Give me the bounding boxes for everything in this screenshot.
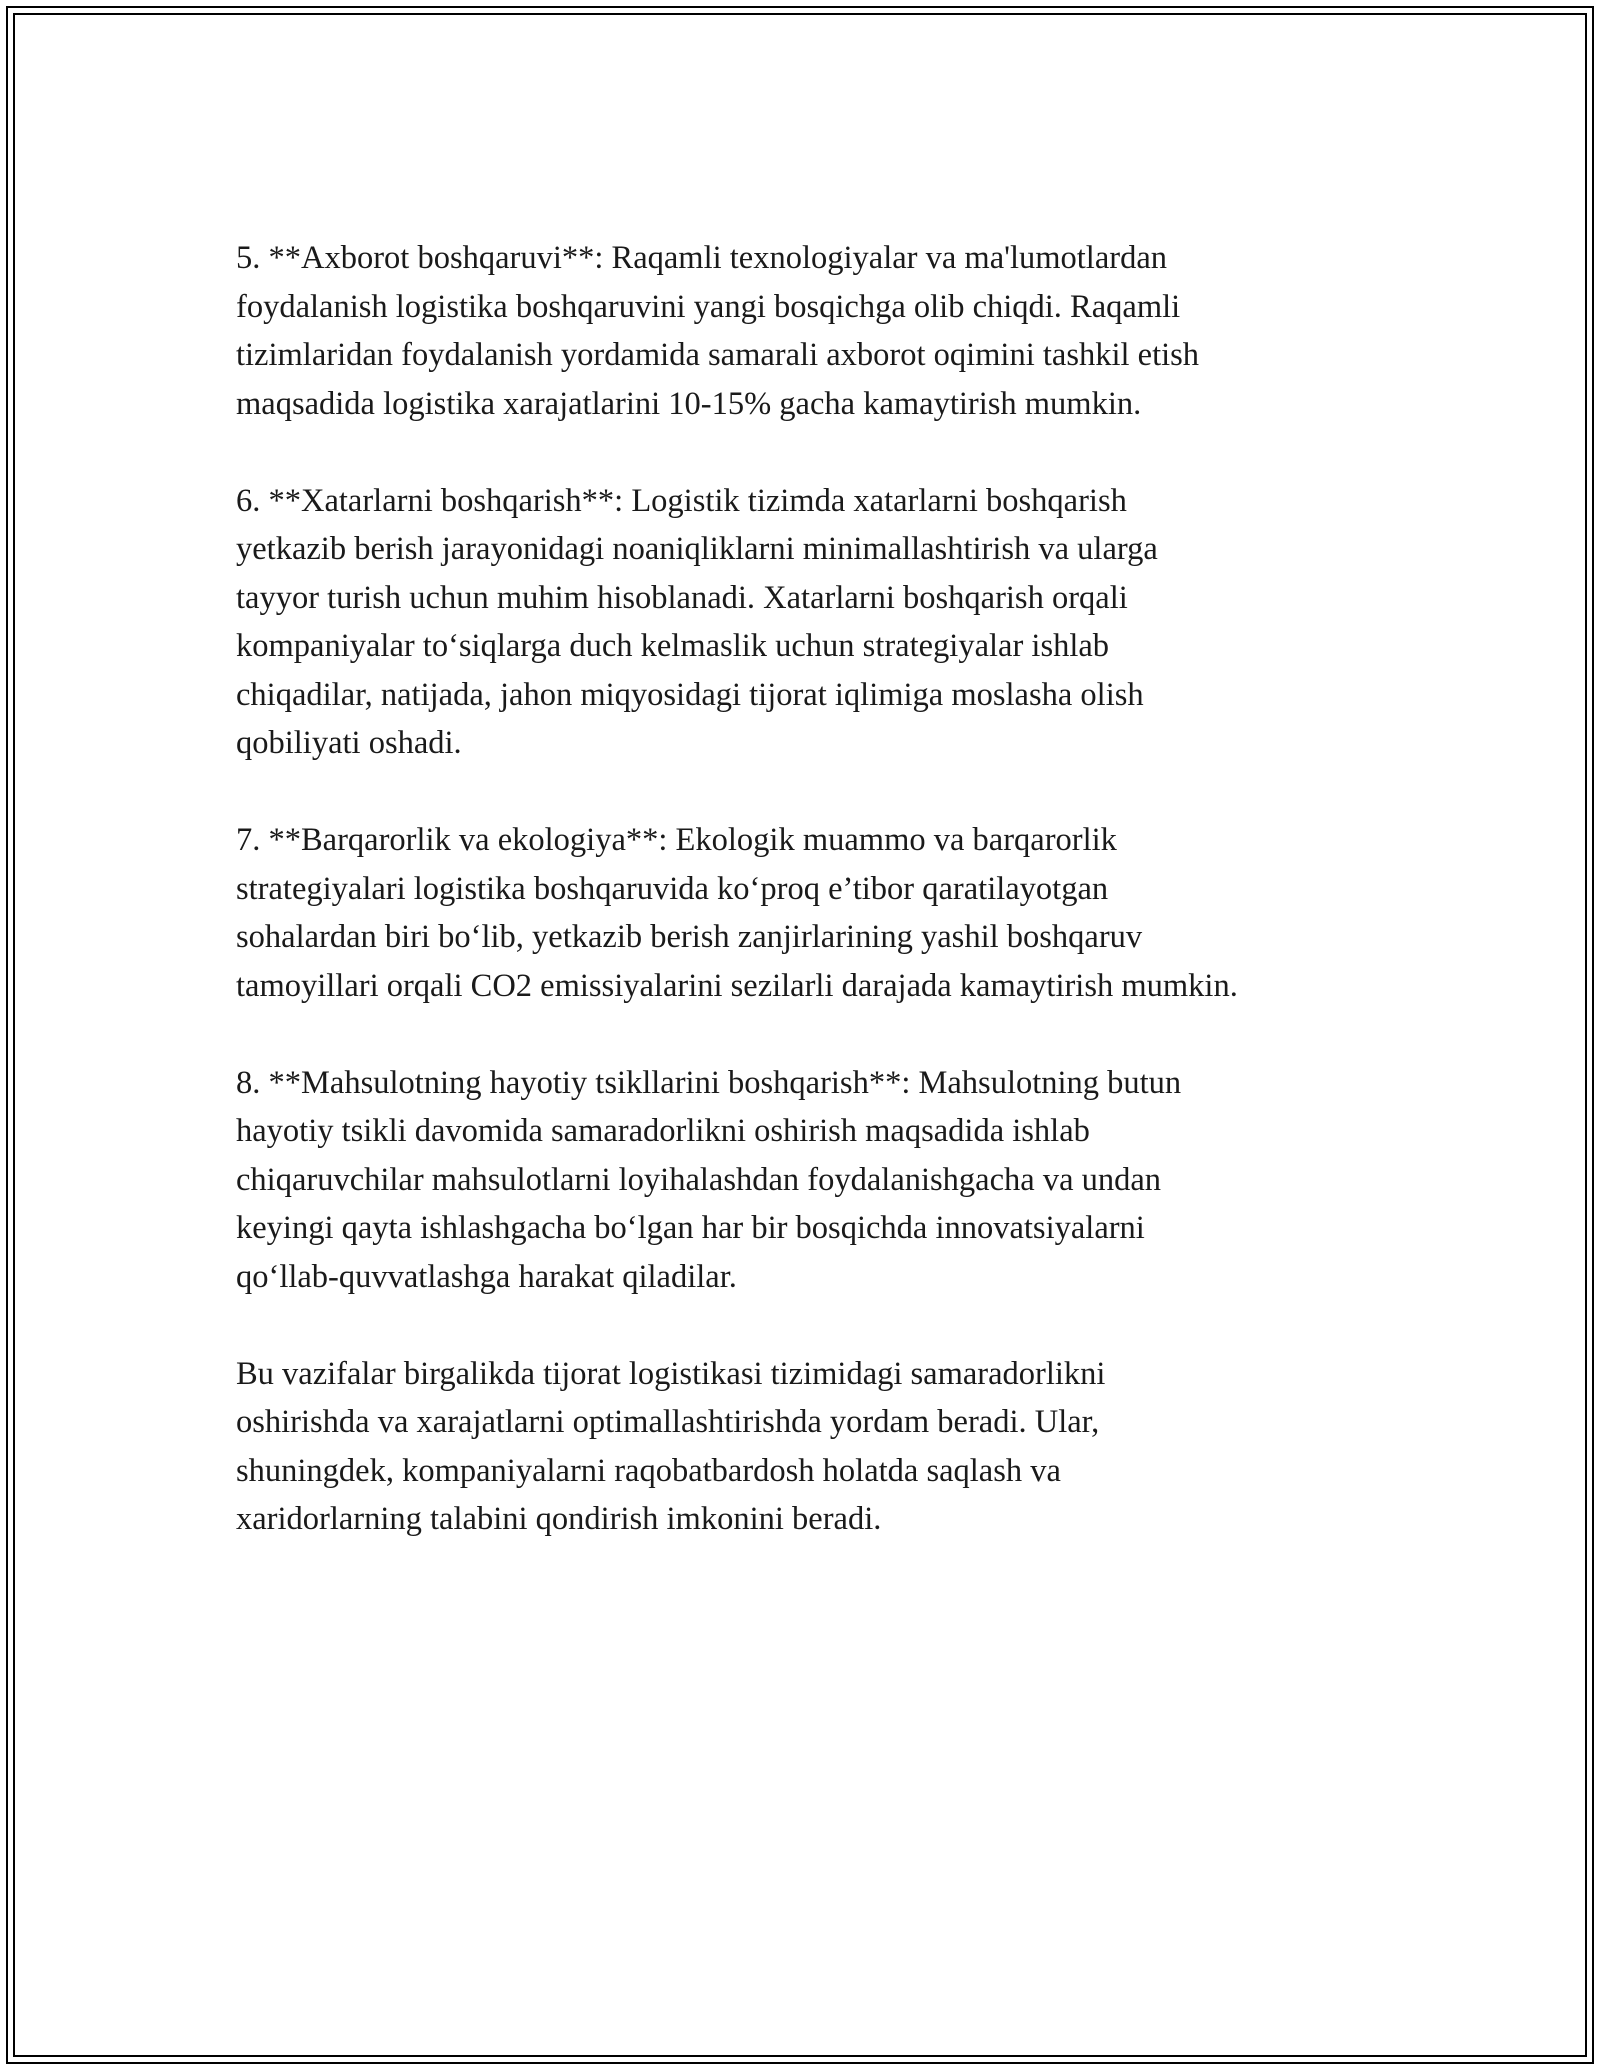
text-line: strategiyalari logistika boshqaruvida ko‘proq e’tibor qaratilayotgan: [236, 870, 1109, 907]
paragraph-axborot-boshqaruvi: [236, 234, 1416, 428]
paragraph-mahsulot-hayotiy-tsikli: [236, 1059, 1416, 1302]
text-line: keyingi qayta ishlashgacha bo‘lgan har bir bosqichda innovatsiyalarni: [236, 1210, 1145, 1246]
text-line: sohalardan biri bo‘lib, yetkazib berish zanjirlarining yashil boshqaruv: [236, 919, 1143, 955]
text-line: maqsadida logistika xarajatlarini 10-15% gacha kamaytirish mumkin.: [236, 385, 1142, 422]
text-line: tizimlaridan foydalanish yordamida samarali axborot oqimini tashkil etish: [236, 337, 1200, 373]
text-line: kompaniyalar to‘siqlarga duch kelmaslik uchun strategiyalar ishlab: [236, 628, 1110, 664]
text-line: 7. **Barqarorlik va ekologiya**: Ekologik muammo va barqarorlik: [236, 822, 1117, 858]
text-line: oshirishda va xarajatlarni optimallashtirishda yordam beradi. Ular,: [236, 1404, 1100, 1440]
text-line: tamoyillari orqali CO2 emissiyalarini sezilarli darajada kamaytirish mumkin.: [236, 967, 1238, 1004]
text-line: Bu vazifalar birgalikda tijorat logistikasi tizimidagi samaradorlikni: [236, 1355, 1106, 1392]
text-line: foydalanish logistika boshqaruvini yangi bosqichga olib chiqdi. Raqamli: [236, 288, 1181, 325]
text-line: yetkazib berish jarayonidagi noaniqliklarni minimallashtirish va ularga: [236, 531, 1158, 567]
text-line: xaridorlarning talabini qondirish imkonini beradi.: [236, 1501, 882, 1537]
text-line: 5. **Axborot boshqaruvi**: Raqamli texnologiyalar va ma'lumotlardan: [236, 240, 1168, 276]
text-line: qo‘llab-quvvatlashga harakat qiladilar.: [236, 1258, 737, 1295]
document-body: [236, 234, 1416, 1592]
text-line: hayotiy tsikli davomida samaradorlikni oshirish maqsadida ishlab: [236, 1113, 1090, 1149]
text-line: chiqadilar, natijada, jahon miqyosidagi tijorat iqlimiga moslasha olish: [236, 676, 1144, 713]
text-line: qobiliyati oshadi.: [236, 725, 462, 761]
paragraph-conclusion: [236, 1350, 1416, 1544]
text-line: chiqaruvchilar mahsulotlarni loyihalashdan foydalanishgacha va undan: [236, 1161, 1162, 1198]
paragraph-xatarlarni-boshqarish: [236, 477, 1416, 768]
text-line: shuningdek, kompaniyalarni raqobatbardosh holatda saqlash va: [236, 1452, 1061, 1489]
text-line: 6. **Xatarlarni boshqarish**: Logistik tizimda xatarlarni boshqarish: [236, 482, 1127, 519]
text-line: 8. **Mahsulotning hayotiy tsikllarini boshqarish**: Mahsulotning butun: [236, 1064, 1182, 1101]
paragraph-barqarorlik-va-ekologiya: [236, 816, 1416, 1010]
text-line: tayyor turish uchun muhim hisoblanadi. Xatarlarni boshqarish orqali: [236, 579, 1128, 616]
